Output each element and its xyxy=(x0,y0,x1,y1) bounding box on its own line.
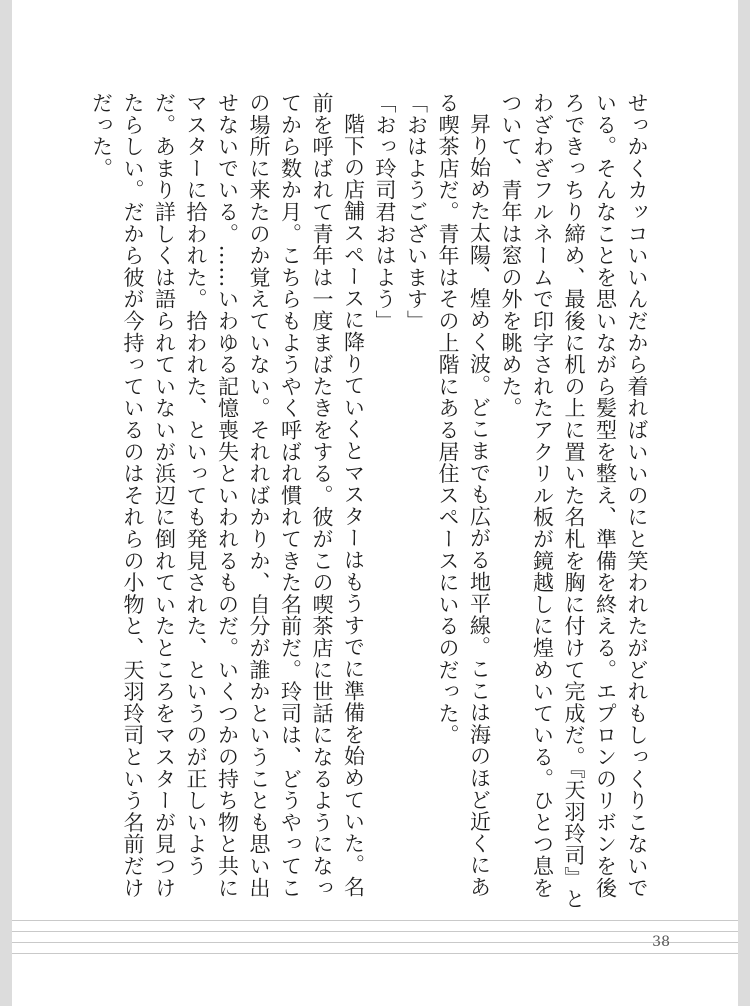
footer-rule-line xyxy=(12,942,738,943)
footer-rule-line xyxy=(12,931,738,932)
paragraph-3: 階下の店舗スペースに降りていくとマスターはもうすでに準備を始めていた。名前を呼ばれて青年は一度まばたきをする。彼がこの喫茶店に世話になるようになってから数か月。こちらもようやく呼ばれ慣れてきた名前だ。玲司は、どうやってこの場所に来たのか覚えていない。それればかりか、自分が誰かということも思い出せないでいる。……いわゆる記憶喪失といわれるものだ。いくつかの持ち物と共にマスターに拾われた。拾われた、といっても発見された、というのが正しいようだ。あまり詳しくは語られていないが浜辺に倒れていたところをマスターが見つけたらしい。だから彼が今持っているのはそれらの小物と、天羽玲司という名前だけだった。 xyxy=(89,92,366,899)
book-page xyxy=(12,0,738,1006)
footer-rules xyxy=(12,920,738,964)
dialogue-line-2: 「おっ玲司君おはよう」 xyxy=(373,92,397,332)
vertical-body-text xyxy=(85,92,652,912)
footer-rule-line xyxy=(12,920,738,921)
dialogue-line-1: 「おはようございます」 xyxy=(404,92,429,332)
page-number: 38 xyxy=(652,934,670,950)
paragraph-1: せっかくカッコいいんだから着ればいいのにと笑われたがどれもしっくりこないでいる。そんなことを思いながら髪型を整え、準備を終える。エプロンのリボンを後ろできっちり締め、最後に机の上に置いた名札を胸に付けて完成だ。『天羽玲司』とわざわざフルネームで印字されたアクリル板が鏡越しに煌めいている。ひとつ息をついて、青年は窓の外を眺めた。 xyxy=(499,92,649,910)
paragraph-2: 昇り始めた太陽、煌めく波。どこまでも広がる地平線。ここは海のほど近くにある喫茶店だ。青年はその上階にある居住スペースにいるのだった。 xyxy=(436,92,492,898)
footer-rule-line xyxy=(12,953,738,954)
